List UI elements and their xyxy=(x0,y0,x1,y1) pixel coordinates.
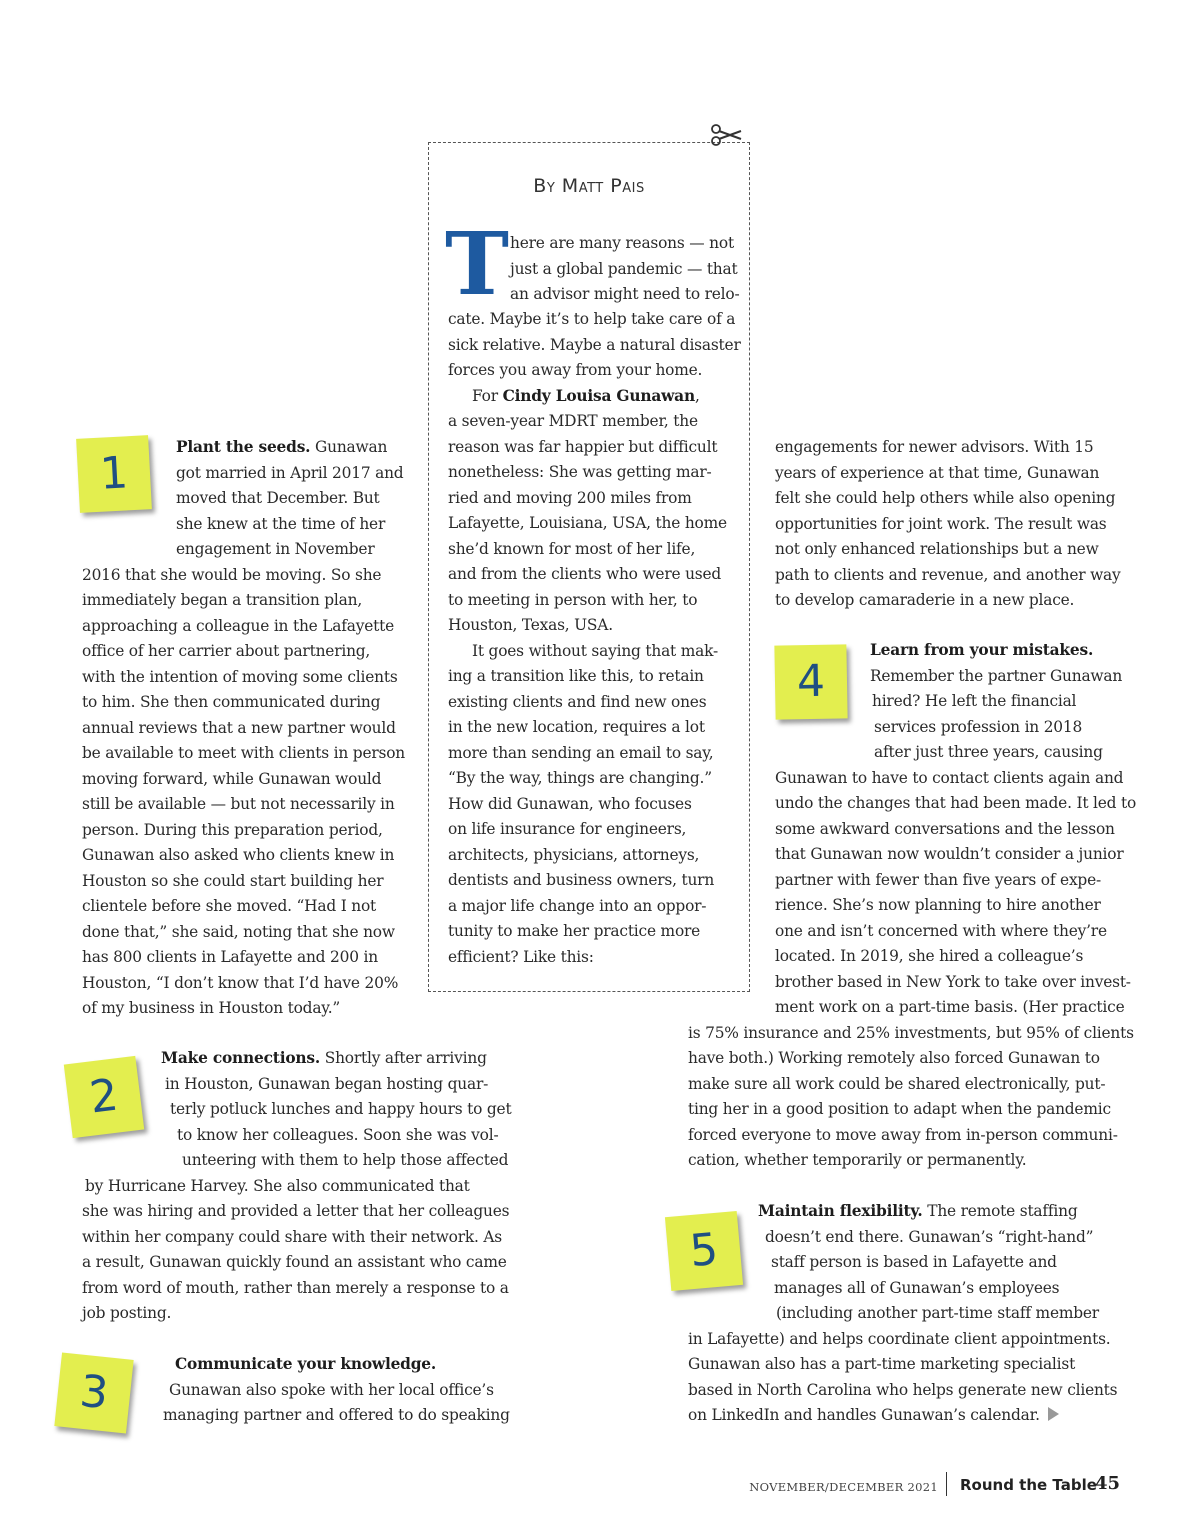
text-line: reason was far happier but difficult xyxy=(448,437,718,456)
text-line: not only enhanced relationships but a new xyxy=(775,540,1099,558)
text-line: clientele before she moved. “Had I not xyxy=(82,897,377,915)
text-line: (including another part-time staff member xyxy=(776,1304,1099,1322)
text-line: located. In 2019, she hired a colleague’s xyxy=(775,947,1084,965)
text-line xyxy=(82,1046,511,1072)
text-line: ing a transition like this, to retain xyxy=(448,667,704,685)
text-line: to develop camaraderie in a new place. xyxy=(775,591,1075,609)
tip-heading: Communicate your knowledge. xyxy=(175,1355,437,1373)
text-line: some awkward conversations and the lesson xyxy=(775,819,1115,838)
text-line: annual reviews that a new partner would xyxy=(82,718,396,737)
text-line: Gunawan also has a part-time marketing specialist xyxy=(688,1355,1076,1373)
text-line: undo the changes that had been made. It led to xyxy=(775,794,1137,812)
text-line: a major life change into an oppor- xyxy=(448,896,707,915)
text-line: path to clients and revenue, and another way xyxy=(775,565,1121,584)
text-line: unteering with them to help those affected xyxy=(182,1151,509,1169)
text-line: Houston, “I don’t know that I’d have 20% xyxy=(82,973,399,992)
page-footer xyxy=(0,1472,1200,1502)
tip-heading: Maintain flexibility. xyxy=(758,1202,923,1220)
byline: By Matt Pais xyxy=(533,175,645,197)
text-fragment: , xyxy=(694,386,700,405)
text-line xyxy=(688,1403,1117,1429)
text-line: immediately began a transition plan, xyxy=(82,591,363,609)
text-line: sick relative. Maybe a natural disaster xyxy=(448,335,741,354)
text-line: “By the way, things are changing.” xyxy=(448,769,712,787)
issue-date: NOVEMBER/DECEMBER 2021 xyxy=(749,1480,938,1494)
tip-number: 2 xyxy=(86,1069,121,1124)
text-line: has 800 clients in Lafayette and 200 in xyxy=(82,948,378,966)
text-line: How did Gunawan, who focuses xyxy=(448,794,692,813)
text-line: Gunawan also spoke with her local office’s xyxy=(169,1380,494,1399)
text-line: It goes without saying that mak- xyxy=(472,641,718,660)
text-line: efficient? Like this: xyxy=(448,947,594,966)
text-line: still be available — but not necessarily in xyxy=(82,795,395,813)
tip-4 xyxy=(688,638,1136,1174)
text-fragment: For xyxy=(472,386,503,405)
text-line: moving forward, while Gunawan would xyxy=(82,769,382,788)
text-line xyxy=(163,1352,510,1378)
person-name: Cindy Louisa Gunawan xyxy=(502,386,695,405)
text-line: Remember the partner Gunawan xyxy=(870,666,1123,685)
tip-number: 4 xyxy=(796,655,826,708)
tip-3-continued xyxy=(775,435,1121,614)
text-line: cation, whether temporarily or permanently. xyxy=(688,1151,1027,1169)
text-line: partner with fewer than five years of expe- xyxy=(775,870,1101,889)
text-line: to know her colleagues. Soon she was vol- xyxy=(177,1125,499,1144)
text-line: engagements for newer advisors. With 15 xyxy=(775,438,1094,456)
text-line: rience. She’s now planning to hire another xyxy=(775,896,1101,914)
text-line: that Gunawan now wouldn’t consider a junior xyxy=(775,845,1124,863)
text-line: one and isn’t concerned with where they’re xyxy=(775,921,1107,940)
text-line: Gunawan to have to contact clients again and xyxy=(775,768,1124,787)
publication-title: Round the Table xyxy=(960,1476,1097,1494)
tip-heading: Plant the seeds. xyxy=(176,438,311,456)
text-line: ried and moving 200 miles from xyxy=(448,488,692,507)
text-fragment: on LinkedIn and handles Gunawan’s calendar. xyxy=(688,1406,1040,1424)
text-line: to him. She then communicated during xyxy=(82,693,381,711)
text-line: dentists and business owners, turn xyxy=(448,871,715,889)
text-line xyxy=(448,384,741,410)
text-line: from word of mouth, rather than merely a response to a xyxy=(82,1278,509,1297)
intro-first-lines xyxy=(510,231,739,308)
text-fragment: Gunawan xyxy=(310,438,388,456)
text-line: cate. Maybe it’s to help take care of a xyxy=(448,310,736,328)
text-line: staff person is based in Lafayette and xyxy=(771,1253,1057,1271)
tip-number: 5 xyxy=(687,1223,721,1278)
text-line: she knew at the time of her xyxy=(176,514,386,533)
text-line: of my business in Houston today.” xyxy=(82,999,341,1017)
text-line: make sure all work could be shared electronically, put- xyxy=(688,1074,1106,1093)
text-line: forced everyone to move away from in-person communi- xyxy=(688,1125,1118,1144)
text-line: architects, physicians, attorneys, xyxy=(448,845,700,864)
text-line: ment work on a part-time basis. (Her practice xyxy=(775,998,1125,1016)
text-fragment: Shortly after arriving xyxy=(320,1049,487,1067)
text-line: to meeting in person with her, to xyxy=(448,590,698,609)
text-line: services profession in 2018 xyxy=(874,717,1083,736)
text-line: on life insurance for engineers, xyxy=(448,820,687,838)
text-line: moved that December. But xyxy=(176,489,380,507)
text-line: here are many reasons — not xyxy=(510,234,734,252)
text-line: in the new location, requires a lot xyxy=(448,718,705,736)
tip-number: 1 xyxy=(98,447,130,500)
scissors-icon xyxy=(709,123,743,147)
tip-number: 3 xyxy=(77,1365,111,1420)
sticky-note-3 xyxy=(54,1352,133,1433)
text-line: be available to meet with clients in person xyxy=(82,744,405,762)
text-line: an advisor might need to relo- xyxy=(510,285,740,303)
text-line xyxy=(688,1199,1117,1225)
text-line: office of her carrier about partnering, xyxy=(82,642,371,660)
text-line: just a global pandemic — that xyxy=(510,259,738,278)
text-line: existing clients and find new ones xyxy=(448,692,707,711)
text-line: ting her in a good position to adapt when the pandemic xyxy=(688,1100,1111,1118)
text-line: 2016 that she would be moving. So she xyxy=(82,565,382,584)
text-line: a seven-year MDRT member, the xyxy=(448,412,698,430)
text-line: engagement in November xyxy=(176,540,375,558)
text-line: doesn’t end there. Gunawan’s “right-hand” xyxy=(765,1227,1094,1246)
text-line: opportunities for joint work. The result was xyxy=(775,514,1107,533)
tip-1 xyxy=(82,435,405,1022)
text-line: and from the clients who were used xyxy=(448,565,722,583)
tip-5 xyxy=(688,1199,1117,1429)
text-line: manages all of Gunawan’s employees xyxy=(774,1278,1060,1297)
text-line: job posting. xyxy=(82,1304,172,1322)
text-line: nonetheless: She was getting mar- xyxy=(448,463,712,481)
text-line: tunity to make her practice more xyxy=(448,922,701,940)
text-line: is 75% insurance and 25% investments, but 95% of clients xyxy=(688,1023,1134,1042)
tip-2 xyxy=(82,1046,511,1327)
text-line: within her company could share with their network. As xyxy=(82,1227,502,1246)
tip-heading: Learn from your mistakes. xyxy=(870,641,1094,659)
text-line: based in North Carolina who helps generate new clients xyxy=(688,1380,1118,1399)
text-line: Houston so she could start building her xyxy=(82,871,384,890)
text-line: after just three years, causing xyxy=(874,743,1103,761)
text-line xyxy=(82,435,405,461)
text-line: in Houston, Gunawan began hosting quar- xyxy=(165,1074,489,1093)
text-line: person. During this preparation period, xyxy=(82,820,383,839)
tip-3 xyxy=(163,1352,510,1429)
text-line: done that,” she said, noting that she now xyxy=(82,922,395,941)
text-line: a result, Gunawan quickly found an assistant who came xyxy=(82,1253,507,1271)
text-line: years of experience at that time, Gunawan xyxy=(775,463,1100,482)
text-line: Houston, Texas, USA. xyxy=(448,616,613,634)
text-line: managing partner and offered to do speaking xyxy=(163,1406,510,1424)
text-line: hired? He left the financial xyxy=(872,692,1077,710)
text-line: she’d known for most of her life, xyxy=(448,539,696,558)
text-line xyxy=(688,638,1136,664)
page-number: 45 xyxy=(1095,1473,1121,1494)
text-line: with the intention of moving some clients xyxy=(82,667,398,686)
continue-arrow-icon xyxy=(1048,1407,1059,1421)
text-fragment: The remote staffing xyxy=(922,1202,1078,1220)
text-line: she was hiring and provided a letter that her colleagues xyxy=(82,1202,510,1220)
tip-heading: Make connections. xyxy=(161,1049,321,1067)
text-line: more than sending an email to say, xyxy=(448,743,714,762)
text-line: approaching a colleague in the Lafayette xyxy=(82,616,395,635)
text-line: felt she could help others while also opening xyxy=(775,489,1116,507)
footer-divider xyxy=(946,1472,947,1496)
drop-cap: T xyxy=(445,214,509,315)
text-line: terly potluck lunches and happy hours to get xyxy=(170,1100,512,1118)
text-line: have both.) Working remotely also forced Gunawan to xyxy=(688,1049,1100,1067)
text-line: Gunawan also asked who clients knew in xyxy=(82,846,395,864)
text-line: got married in April 2017 and xyxy=(176,463,404,482)
text-line: by Hurricane Harvey. She also communicated that xyxy=(85,1176,470,1195)
text-line: Lafayette, Louisiana, USA, the home xyxy=(448,514,727,532)
text-line: in Lafayette) and helps coordinate client appointments. xyxy=(688,1329,1111,1348)
text-line: forces you away from your home. xyxy=(448,361,703,379)
text-line: brother based in New York to take over invest- xyxy=(775,972,1131,991)
